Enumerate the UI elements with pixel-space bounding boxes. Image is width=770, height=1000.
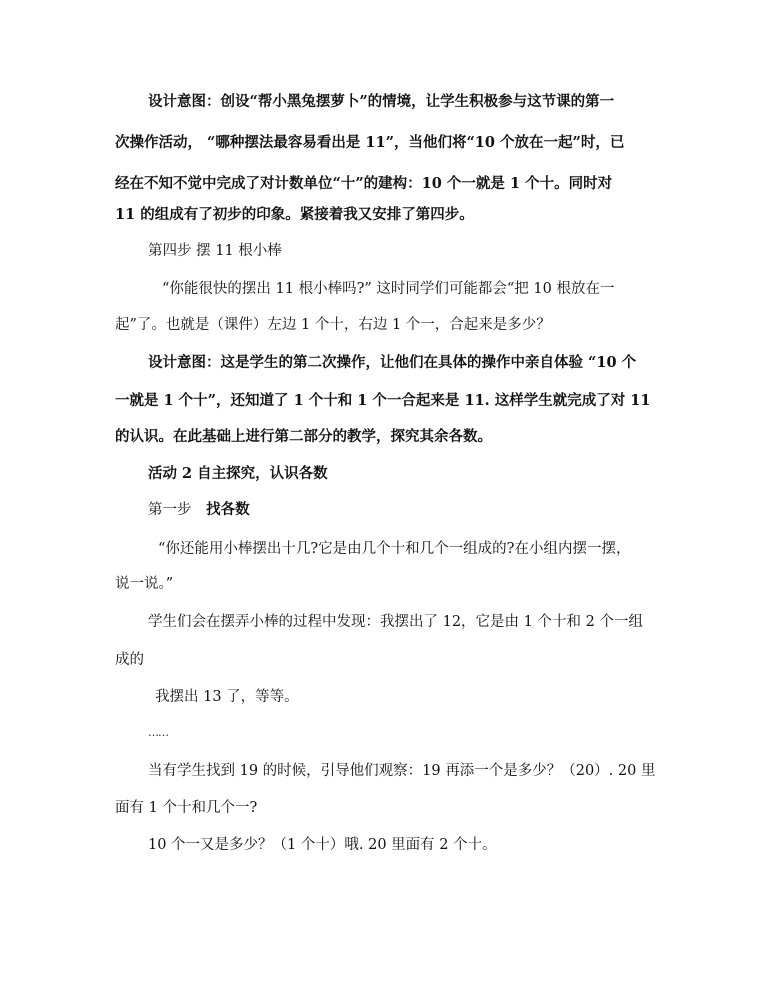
ellipsis: …… [148,726,168,739]
question-line-1: “你能很快的摆出 11 根小棒吗?” 这时同学们可能都会“把 10 根放在一 [162,281,615,297]
prompt-line-1: “你还能用小棒摆出十几?它是由几个十和几个一组成的?在小组内摆一摆， [158,541,631,557]
design-intent-1-line-1: 设计意图：创设“帮小黑兔摆萝卜”的情境，让学生积极参与这节课的第一 [148,93,615,110]
design-intent-1-line-4: 11 的组成有了初步的印象。紧接着我又安排了第四步。 [115,206,474,223]
example-line: 我摆出 13 了，等等。 [155,689,299,705]
observe-line-2: 面有 1 个十和几个一? [115,800,258,816]
step4-heading: 第四步 摆 11 根小棒 [148,243,282,259]
step1-title: 找各数 [206,501,250,518]
activity2-heading: 活动 2 自主探究，认识各数 [148,465,328,482]
observe-line-1: 当有学生找到 19 的时候，引导他们观察：19 再添一个是多少？（20）. 20 里 [148,763,656,779]
prompt-line-2: 说一说。” [115,576,174,592]
discovery-line-1: 学生们会在摆弄小棒的过程中发现：我摆出了 12，它是由 1 个十和 2 个一组 [148,614,643,630]
design-intent-1-line-2: 次操作活动， “哪种摆法最容易看出是 11”，当他们将“10 个放在一起”时，已 [115,134,625,151]
step1-label: 第一步 [148,502,192,518]
conclusion-line: 10 个一又是多少？（1 个十）哦. 20 里面有 2 个十。 [148,837,497,853]
discovery-line-2: 成的 [115,652,144,668]
design-intent-2-line-2: 一就是 1 个十”，还知道了 1 个十和 1 个一合起来是 11. 这样学生就完成了对 11 [115,392,651,409]
design-intent-1-line-3: 经在不知不觉中完成了对计数单位“十”的建构：10 个一就是 1 个十。同时对 [115,175,613,192]
question-line-2: 起”了。也就是（课件）左边 1 个十，右边 1 个一，合起来是多少？ [115,317,551,333]
design-intent-2-line-3: 的认识。在此基础上进行第二部分的教学，探究其余各数。 [115,428,492,445]
step1-heading [148,500,250,520]
design-intent-2-line-1: 设计意图：这是学生的第二次操作，让他们在具体的操作中亲自体验 “10 个 [148,354,637,371]
